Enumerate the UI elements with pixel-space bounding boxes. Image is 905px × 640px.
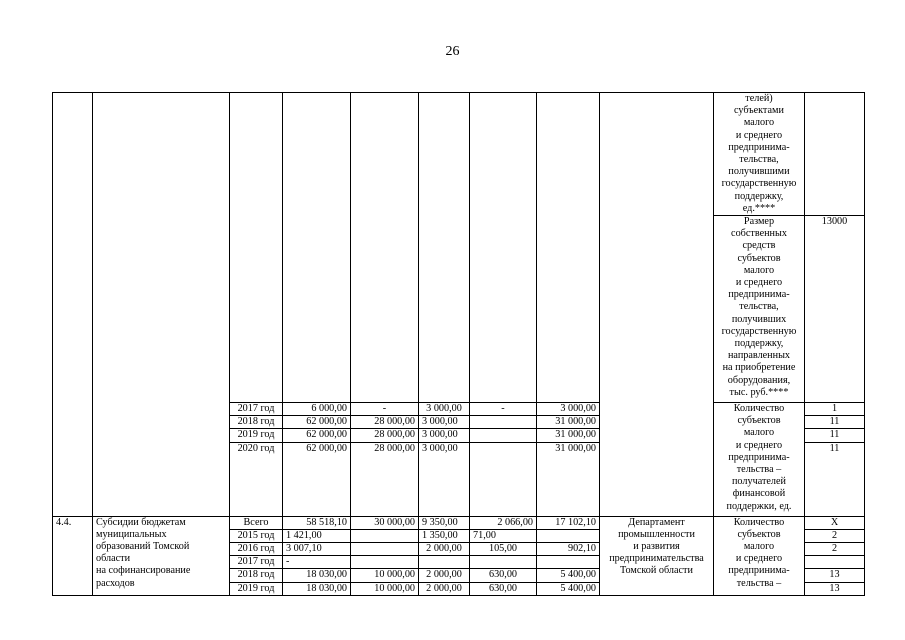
table-row: 2016 год 3 007,10 2 000,00 105,00 902,10 2 — [53, 543, 865, 556]
page-number: 26 — [445, 44, 460, 59]
table-row: 2019 год 18 030,00 10 000,00 2 000,00 630,00 5 400,00 13 — [53, 582, 865, 595]
table-row: 2017 год 6 000,00 - 3 000,00 - 3 000,00 Количество субъектов малого и среднего предпринима- тельства – получателей финансовой поддержки, ед. 1 — [53, 403, 865, 416]
table-row: 2015 год 1 421,00 1 350,00 71,00 2 — [53, 529, 865, 542]
indicator-cell: телей) субъектами малого и среднего предпринима- тельства, получившими государственную поддержку, ед.**** — [714, 93, 805, 216]
executor: Департамент промышленности и развития предпринимательства Томской области — [600, 516, 714, 595]
indicator-value — [805, 93, 865, 216]
table-row: 2019 год 62 000,00 28 000,00 3 000,00 31 000,00 11 — [53, 429, 865, 442]
indicator-cell: Количество субъектов малого и среднего предпринима- тельства – получателей финансовой поддержки, ед. — [714, 403, 805, 517]
table-row: 2017 год - — [53, 556, 865, 569]
indicator-cell: Количество субъектов малого и среднего предпринима- тельства – — [714, 516, 805, 595]
table-row: 2018 год 18 030,00 10 000,00 2 000,00 630,00 5 400,00 13 — [53, 569, 865, 582]
program-table — [52, 92, 865, 596]
indicator-value: 13000 — [805, 216, 865, 403]
table-row: 4.4. Субсидии бюджетам муниципальных образований Томской области на софинансирование расходов Всего 58 518,10 30 000,00 9 350,00 2 066,00 17 102,10 Департамент промышленности и развития предпринимательства Томской области Количество субъектов малого и среднего предпринима- тельства – X — [53, 516, 865, 529]
item-number: 4.4. — [53, 516, 93, 595]
table-row: 2018 год 62 000,00 28 000,00 3 000,00 31 000,00 11 — [53, 416, 865, 429]
table-row: 2020 год 62 000,00 28 000,00 3 000,00 31 000,00 11 — [53, 442, 865, 516]
indicator-row — [53, 93, 865, 216]
indicator-cell: Размер собственных средств субъектов малого и среднего предпринима- тельства, получивших государственную поддержку, направленных на приобретение оборудования, тыс. руб.**** — [714, 216, 805, 403]
item-name: Субсидии бюджетам муниципальных образований Томской области на софинансирование расходов — [93, 516, 230, 595]
